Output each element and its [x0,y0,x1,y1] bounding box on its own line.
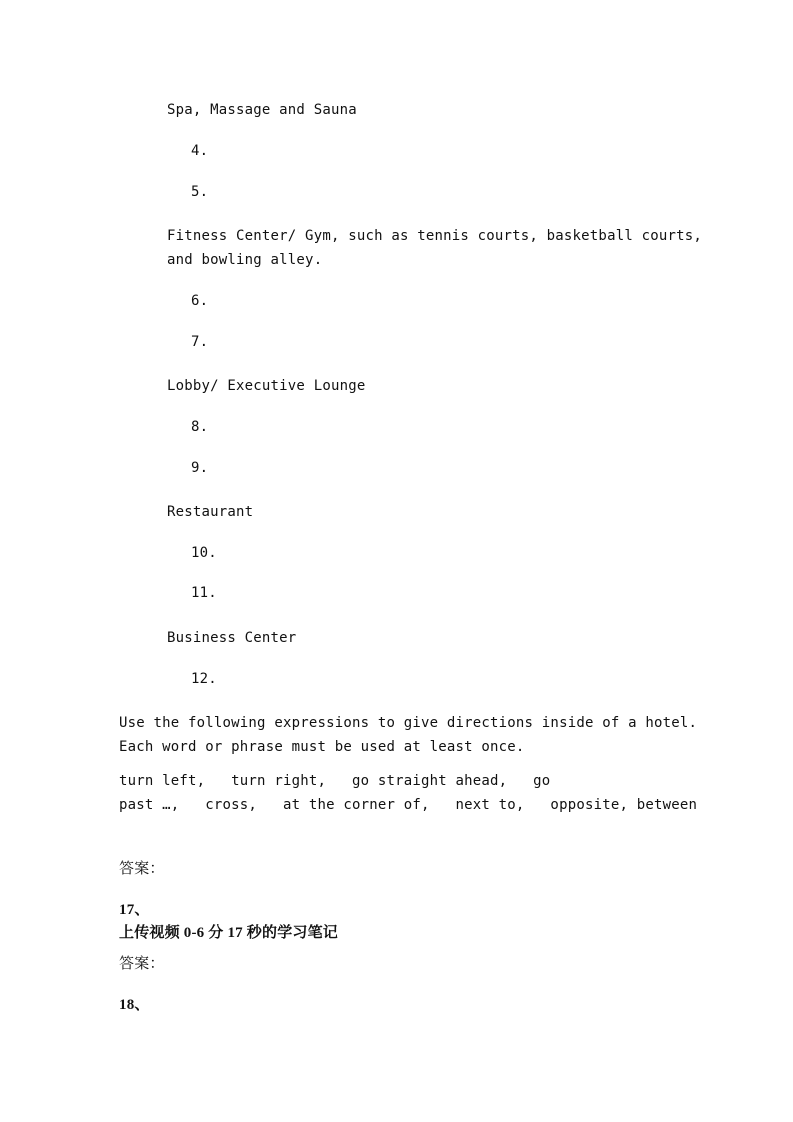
question-17-answer-label: 答案： [119,956,165,972]
list-item-8: 8. [191,419,209,435]
expressions-line-2: past …, cross, at the corner of, next to, opposite, between [119,797,698,813]
section-title-fitness: Fitness Center/ Gym, such as tennis courts, basketball courts, [167,228,702,244]
section-title-business: Business Center [167,630,297,646]
question-17-number: 17、 [119,902,150,918]
instruction-line-2: Each word or phrase must be used at least once. [119,739,525,755]
list-item-6: 6. [191,293,209,309]
section-title-spa: Spa, Massage and Sauna [167,102,357,118]
section-title-fitness-cont: and bowling alley. [167,252,323,268]
answer-label: 答案： [119,861,165,877]
list-item-10: 10. [191,545,217,561]
section-title-restaurant: Restaurant [167,504,254,520]
list-item-11: 11. [191,585,217,601]
list-item-5: 5. [191,184,209,200]
list-item-12: 12. [191,671,217,687]
expressions-line-1: turn left, turn right, go straight ahead, go [119,773,551,789]
list-item-4: 4. [191,143,209,159]
instruction-line-1: Use the following expressions to give directions inside of a hotel. [119,715,698,731]
list-item-7: 7. [191,334,209,350]
question-18-number: 18、 [119,997,150,1013]
question-17-title: 上传视频 0-6 分 17 秒的学习笔记 [119,925,338,941]
list-item-9: 9. [191,460,209,476]
section-title-lobby: Lobby/ Executive Lounge [167,378,366,394]
